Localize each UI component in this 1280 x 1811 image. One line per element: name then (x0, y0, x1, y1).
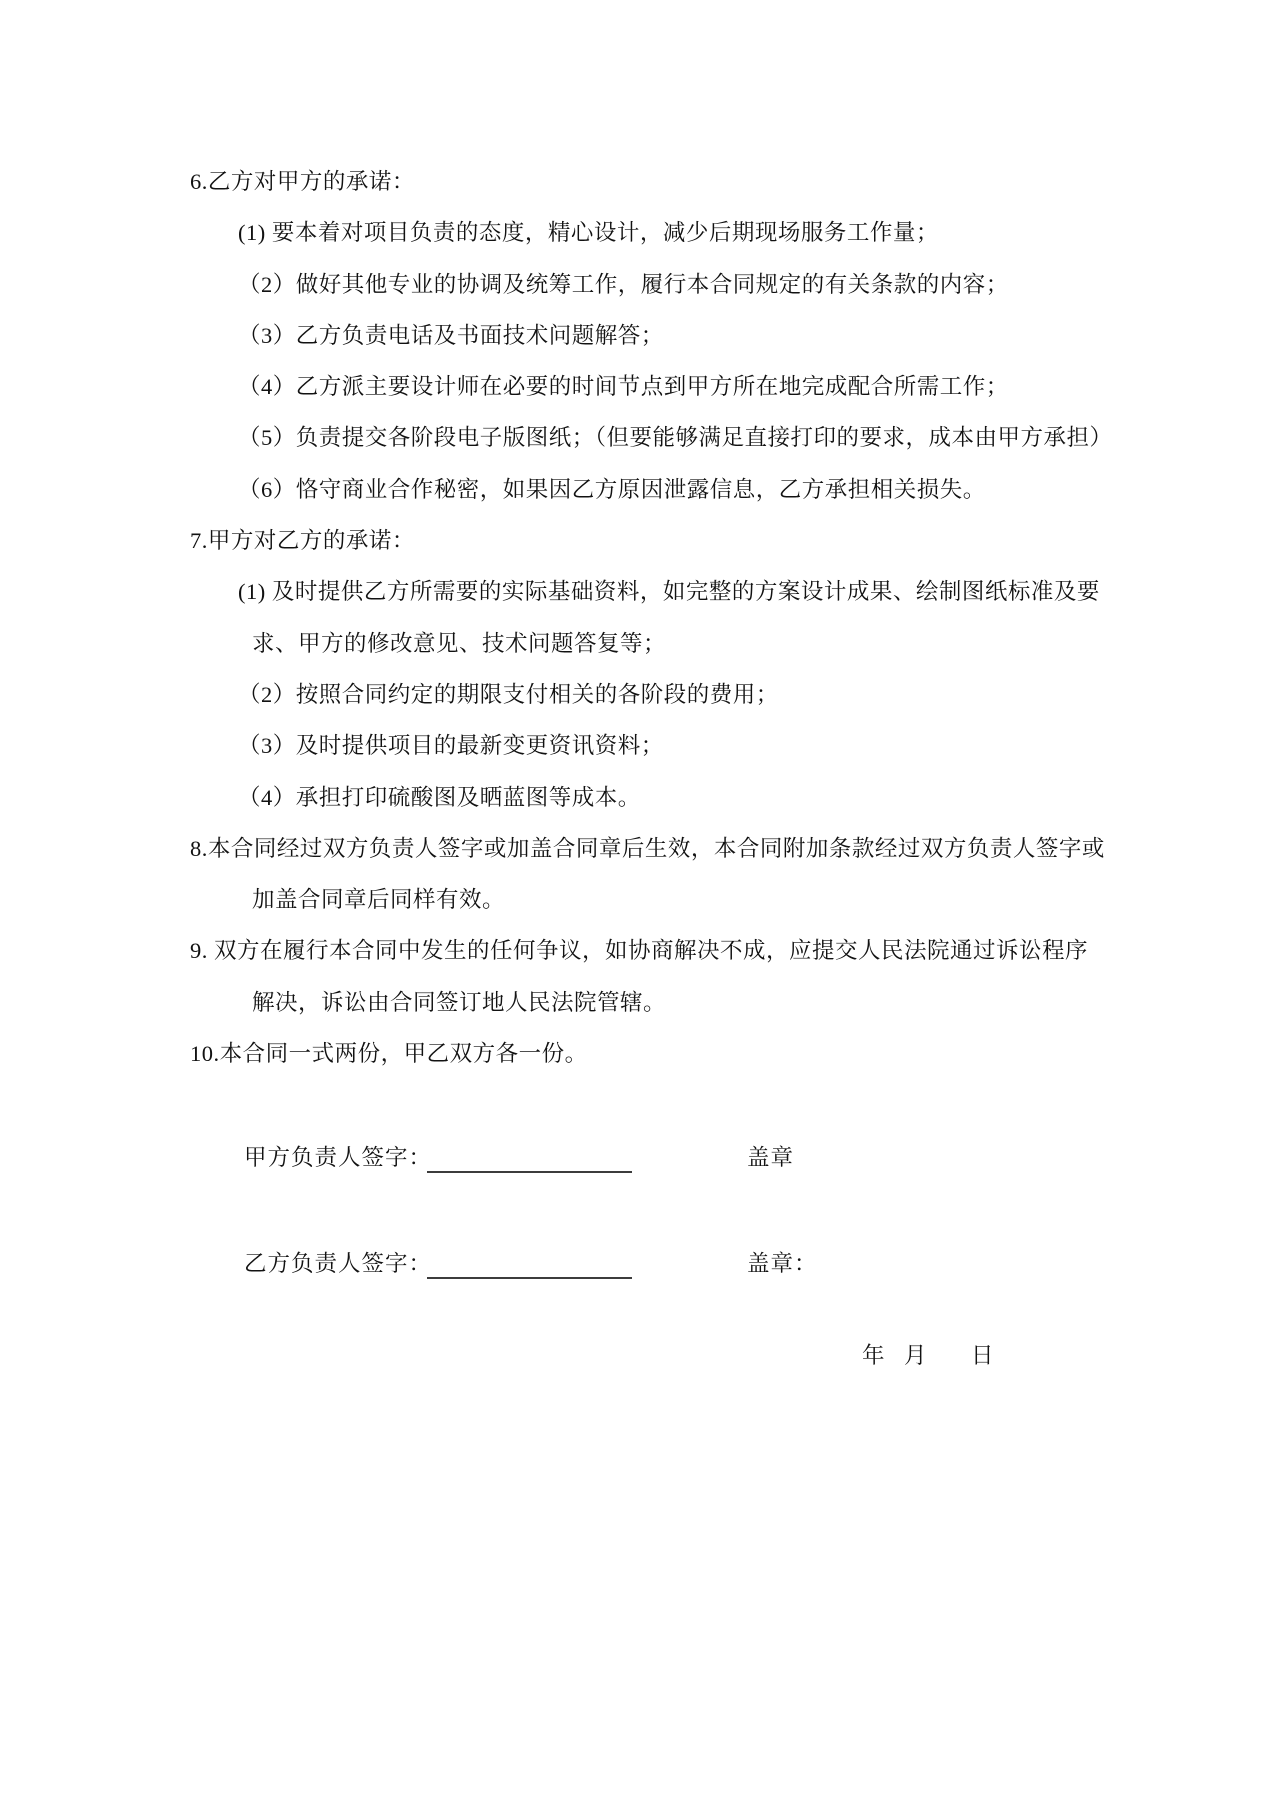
date-year-label: 年 (862, 1343, 886, 1368)
contract-line: 8.本合同经过双方负责人签字或加盖合同章后生效，本合同附加条款经过双方负责人签字或 (190, 835, 1105, 861)
contract-line: 解决，诉讼由合同签订地人民法院管辖。 (252, 989, 667, 1015)
party-b-seal-label: 盖章： (747, 1251, 818, 1276)
party-b-signature-blank-line (427, 1250, 632, 1279)
contract-line: 9. 双方在履行本合同中发生的任何争议，如协商解决不成，应提交人民法院通过诉讼程序 (190, 938, 1089, 964)
contract-line: （4）承担打印硫酸图及晒蓝图等成本。 (238, 784, 641, 810)
party-a-seal-label: 盖章 (747, 1145, 795, 1170)
contract-line: （4）乙方派主要设计师在必要的时间节点到甲方所在地完成配合所需工作； (238, 374, 1009, 400)
contract-line: 10.本合同一式两份，甲乙双方各一份。 (190, 1041, 588, 1067)
party-a-signature-blank-line (427, 1144, 632, 1173)
party-b-signature-label: 乙方负责人签字： (244, 1251, 433, 1276)
contract-line: （3）乙方负责电话及书面技术问题解答； (238, 322, 664, 348)
contract-line: 6.乙方对甲方的承诺： (190, 169, 415, 194)
contract-line: 7.甲方对乙方的承诺： (190, 528, 415, 554)
contract-line: （2）做好其他专业的协调及统筹工作，履行本合同规定的有关条款的内容； (238, 271, 1009, 297)
contract-body (190, 156, 1113, 1079)
contract-line: (1) 要本着对项目负责的态度，精心设计，减少后期现场服务工作量； (238, 220, 939, 246)
contract-line: 加盖合同章后同样有效。 (252, 887, 506, 913)
contract-line: （6）恪守商业合作秘密，如果因乙方原因泄露信息，乙方承担相关损失。 (238, 476, 986, 502)
contract-line: (1) 及时提供乙方所需要的实际基础资料，如完整的方案设计成果、绘制图纸标准及要 (238, 579, 1100, 605)
contract-line: （2）按照合同约定的期限支付相关的各阶段的费用； (238, 681, 779, 707)
contract-line: （5）负责提交各阶段电子版图纸；（但要能够满足直接打印的要求，成本由甲方承担） (238, 425, 1113, 451)
contract-line: 求、甲方的修改意见、技术问题答复等； (252, 630, 667, 656)
party-a-signature-label: 甲方负责人签字： (244, 1145, 433, 1170)
date-day-label: 日 (971, 1343, 995, 1368)
date-month-label: 月 (904, 1343, 928, 1368)
contract-line: （3）及时提供项目的最新变更资讯资料； (238, 733, 664, 759)
